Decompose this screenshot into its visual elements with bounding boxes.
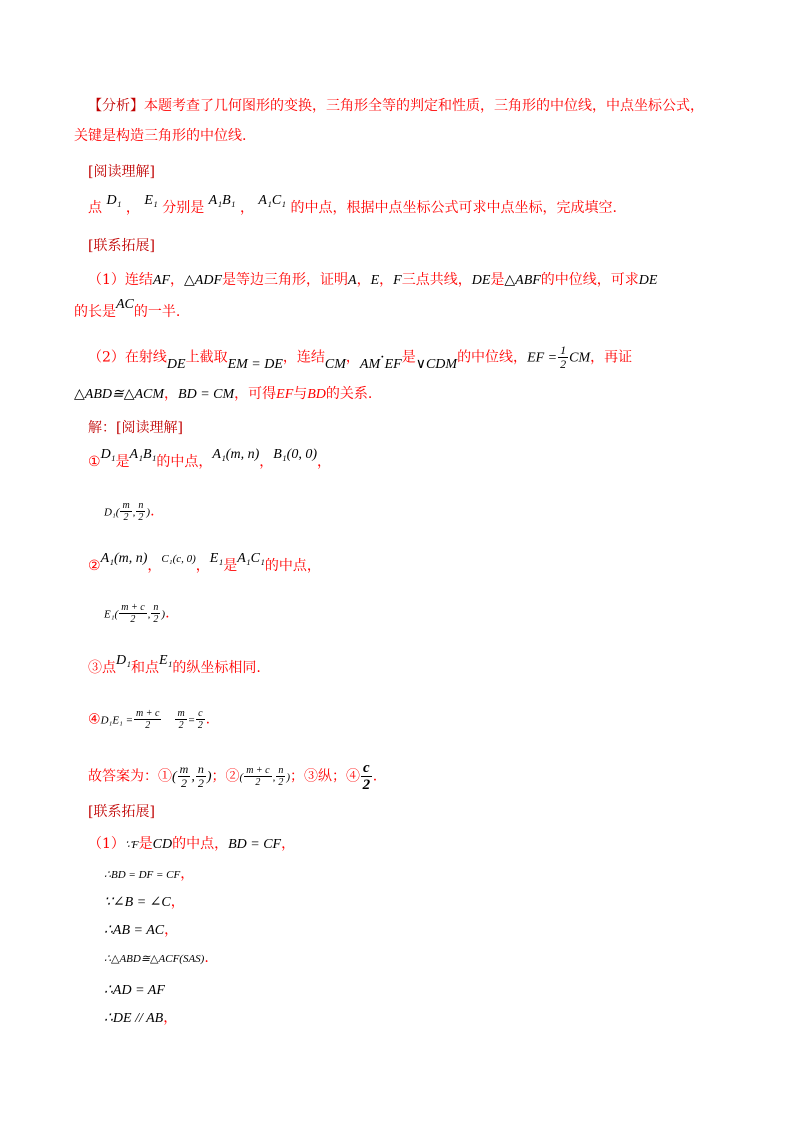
ext-text: 的中位线， <box>457 349 528 366</box>
fraction-n-over-2 <box>136 500 145 523</box>
fraction-denominator: 2 <box>197 720 203 731</box>
math-de: DE <box>166 356 186 372</box>
math-adf: △ADF <box>184 273 223 288</box>
fraction-denominator: 2 <box>130 614 136 625</box>
fraction-numerator: 1 <box>560 343 567 357</box>
math-bd-cm: BD = CM <box>178 387 235 402</box>
step-text: 是 <box>223 558 238 574</box>
ext-text: ， <box>379 272 394 288</box>
reading-text: 分别是 <box>162 200 205 216</box>
proof-text: ， <box>163 1010 178 1026</box>
math-bd-cf: BD = CF <box>228 837 282 852</box>
proof-line-1 <box>88 834 295 855</box>
fraction-c-over-2 <box>196 708 204 731</box>
answer-line <box>88 760 377 793</box>
ext-text: ， <box>356 272 371 288</box>
analysis-paragraph <box>88 96 704 116</box>
answer-text: ；② <box>211 768 240 785</box>
close-paren: ) <box>206 769 212 785</box>
fraction-denominator: 2 <box>278 777 284 788</box>
math-e1: E₁ <box>158 653 173 668</box>
fraction-numerator: m + c <box>246 765 270 776</box>
ext-text: 的长是 <box>74 304 116 320</box>
fraction-numerator: n <box>197 762 204 776</box>
fraction-numerator: m + c <box>136 708 160 719</box>
open-paren: ( <box>172 769 177 785</box>
proof-line-4 <box>104 920 178 941</box>
math-ef-eq: EF = <box>527 350 558 366</box>
step-text: ， <box>259 454 274 470</box>
proof-text: 的中点， <box>172 836 229 852</box>
math-because-f: ∵F <box>124 839 139 851</box>
reading-text: 的中点，根据中点坐标公式可求中点坐标，完成填空. <box>290 200 617 216</box>
math-d1: D₁ <box>100 447 116 462</box>
math-e1: E₁ <box>144 193 158 208</box>
ext-dot: · <box>380 349 385 366</box>
math-abf: △ABF <box>504 273 541 288</box>
fraction-numerator: m <box>177 708 185 719</box>
fraction-n-over-2 <box>196 763 206 790</box>
comma: , <box>147 608 151 621</box>
proof-line-2 <box>104 864 194 885</box>
ext-text: 上截取 <box>185 349 228 366</box>
math-ef: EF <box>384 356 402 372</box>
step-text: 是 <box>115 454 130 470</box>
math-a1b1: A₁B₁ <box>129 447 157 462</box>
ext-text: 的一半. <box>133 304 181 320</box>
period: . <box>204 950 209 966</box>
analysis-title: 【分析】 <box>88 98 144 114</box>
math-bd: BD <box>307 387 326 402</box>
ext-text: ， <box>170 272 185 288</box>
reading-line <box>88 193 617 219</box>
period: . <box>150 503 155 520</box>
math-cdm: ∨CDM <box>415 356 458 372</box>
proof-text: 是 <box>138 836 153 852</box>
step-text: ， <box>317 454 331 470</box>
math-a1c1: A₁C₁ <box>237 551 265 566</box>
proof-line-5 <box>104 948 209 969</box>
math-d1: D₁ <box>106 193 122 208</box>
fraction-m-over-2 <box>175 708 186 731</box>
math-e1: E₁ <box>209 551 224 566</box>
fraction-numerator: n <box>278 765 284 776</box>
step-text: 和点 <box>130 660 159 676</box>
proof-line-6 <box>104 980 165 1001</box>
math-cm: CM <box>324 356 346 372</box>
math-a1c1: A₁C₁ <box>258 193 287 208</box>
math-c1-coord: C₁(c, 0) <box>161 553 196 565</box>
fraction-n-over-2 <box>276 765 285 788</box>
math-de: DE <box>471 273 491 288</box>
ext-text: ，再证 <box>590 349 633 366</box>
ext-text: 与 <box>293 386 308 402</box>
fraction-one-half <box>558 344 568 371</box>
ext-text: ， <box>345 349 360 366</box>
fraction-numerator: n <box>153 602 159 613</box>
proof-line-7 <box>104 1008 177 1029</box>
math-a: A <box>348 273 357 288</box>
math-f: F <box>393 273 402 288</box>
circle-number: ② <box>88 558 101 574</box>
math-de: DE <box>638 273 658 288</box>
ext-text: ， <box>164 386 179 402</box>
math-am: AM <box>359 356 381 372</box>
math-ef: EF <box>276 387 294 402</box>
fraction-denominator: 2 <box>145 720 151 731</box>
math-a1-coord: A₁(m, n) <box>212 447 260 462</box>
fraction-m-over-2 <box>178 763 191 790</box>
math-d1-open: D₁( <box>104 506 120 519</box>
fraction-c-over-2 <box>361 760 372 793</box>
comma: , <box>272 771 276 784</box>
fraction-denominator: 2 <box>123 512 129 523</box>
answer-text: ；③纵；④ <box>290 768 361 785</box>
math-ad-af: ∴AD = AF <box>104 983 165 998</box>
math-ac: AC <box>116 297 134 312</box>
math-angle-b-c: ∵∠B = ∠C <box>104 895 171 910</box>
step-text: 的纵坐标相同. <box>172 660 261 676</box>
proof-text: ， <box>180 866 195 882</box>
reading-text: 点 <box>88 200 102 216</box>
math-congruence-sas: ∴△ABD≅△ACF(SAS) <box>104 953 205 965</box>
fraction-n-over-2 <box>151 602 160 625</box>
ext-text: ，连结 <box>282 349 325 366</box>
math-bd-df-cf: ∴BD = DF = CF <box>104 869 181 881</box>
fraction-numerator: m <box>122 500 130 511</box>
ext-text: 是 <box>490 272 505 288</box>
ext-text: ，可得 <box>234 386 277 402</box>
math-b1-coord: B₁(0, 0) <box>273 447 317 462</box>
math-af: AF <box>152 273 171 288</box>
math-de-parallel-ab: ∴DE // AB <box>104 1011 164 1026</box>
close-paren: ) <box>146 506 151 519</box>
math-em-de: EM = DE <box>227 356 283 372</box>
fraction-numerator: m + c <box>121 602 145 613</box>
fraction-denominator: 2 <box>197 776 204 790</box>
fraction-m-plus-c-over-2 <box>119 602 146 625</box>
equals-sign: = <box>187 714 196 727</box>
answer-text: 故答案为：① <box>88 768 172 785</box>
solution-step-4 <box>88 708 210 731</box>
math-cd: CD <box>152 837 173 852</box>
math-d1: D₁ <box>116 653 131 668</box>
ext-text: 的中位线，可求 <box>540 272 639 288</box>
fraction-m-plus-c-over-2 <box>244 765 271 788</box>
extend-heading: [联系拓展] <box>88 238 155 254</box>
ext-text: 三点共线， <box>401 272 472 288</box>
solution-d1-coord <box>104 500 155 523</box>
period: . <box>372 768 378 785</box>
fraction-denominator: 2 <box>178 720 184 731</box>
solution-step-1 <box>88 447 331 473</box>
circle-number: ④ <box>88 711 101 728</box>
analysis-line-1: 本题考查了几何图形的变换，三角形全等的判定和性质，三角形的中位线，中点坐标公式， <box>144 98 704 114</box>
ext2-line-1 <box>88 344 632 371</box>
step-text: 的中点， <box>264 558 321 574</box>
ext-text: 是 <box>401 349 416 366</box>
extend-heading-2: [联系拓展] <box>88 804 155 820</box>
fraction-numerator: c <box>198 708 203 719</box>
fraction-m-plus-c-over-2 <box>134 708 161 731</box>
reading-text: ， <box>125 200 140 216</box>
period: . <box>165 605 170 622</box>
close-paren: ) <box>286 771 291 784</box>
fraction-denominator: 2 <box>255 777 261 788</box>
proof-text: ， <box>170 894 185 910</box>
reading-heading: [阅读理解] <box>88 164 155 180</box>
math-cm: CM <box>569 350 591 366</box>
proof-text: （1） <box>88 836 125 852</box>
math-e1-open: E₁( <box>104 608 119 621</box>
fraction-denominator: 2 <box>560 357 567 371</box>
solution-e1-coord <box>104 602 170 625</box>
math-a1-coord: A₁(m, n) <box>100 551 148 566</box>
fraction-denominator: 2 <box>138 512 144 523</box>
ext-text: （1）连结 <box>88 272 153 288</box>
solution-step-2 <box>88 551 321 577</box>
reading-text: ， <box>239 200 254 216</box>
math-e: E <box>370 273 380 288</box>
analysis-line-2: 关键是构造三角形的中位线. <box>74 128 247 144</box>
fraction-denominator: 2 <box>181 776 187 790</box>
proof-text: ， <box>164 922 179 938</box>
math-congruence: △ABD≅△ACM <box>74 387 165 402</box>
ext-text: 的关系. <box>325 386 373 402</box>
ext-text: 是等边三角形，证明 <box>222 272 349 288</box>
step-text: ③点 <box>88 660 116 676</box>
solution-step-3 <box>88 653 261 679</box>
comma: , <box>191 769 195 785</box>
ext-text: （2）在射线 <box>88 349 167 366</box>
proof-line-3 <box>104 892 185 913</box>
ext2-line-2 <box>74 384 372 405</box>
fraction-denominator: 2 <box>153 614 159 625</box>
close-paren: ) <box>161 608 166 621</box>
proof-text: ， <box>281 836 296 852</box>
step-text: ， <box>195 558 210 574</box>
comma: , <box>132 506 136 519</box>
ext1-line-2 <box>74 297 181 323</box>
fraction-numerator: m <box>179 762 189 776</box>
math-ab-ac: ∴AB = AC <box>104 923 165 938</box>
math-a1b1: A₁B₁ <box>208 193 236 208</box>
solution-heading: 解：[阅读理解] <box>88 420 183 436</box>
step-text: ， <box>147 558 162 574</box>
period: . <box>205 711 211 728</box>
math-d1e1-eq: D₁E₁ = <box>100 714 134 727</box>
ext1-line-1 <box>88 270 657 291</box>
fraction-numerator: c <box>363 760 370 776</box>
step-text: 的中点， <box>156 454 213 470</box>
open-paren: ( <box>239 771 244 784</box>
fraction-m-over-2 <box>120 500 131 523</box>
circle-number: ① <box>88 454 101 470</box>
fraction-denominator: 2 <box>362 777 371 793</box>
fraction-numerator: n <box>138 500 144 511</box>
